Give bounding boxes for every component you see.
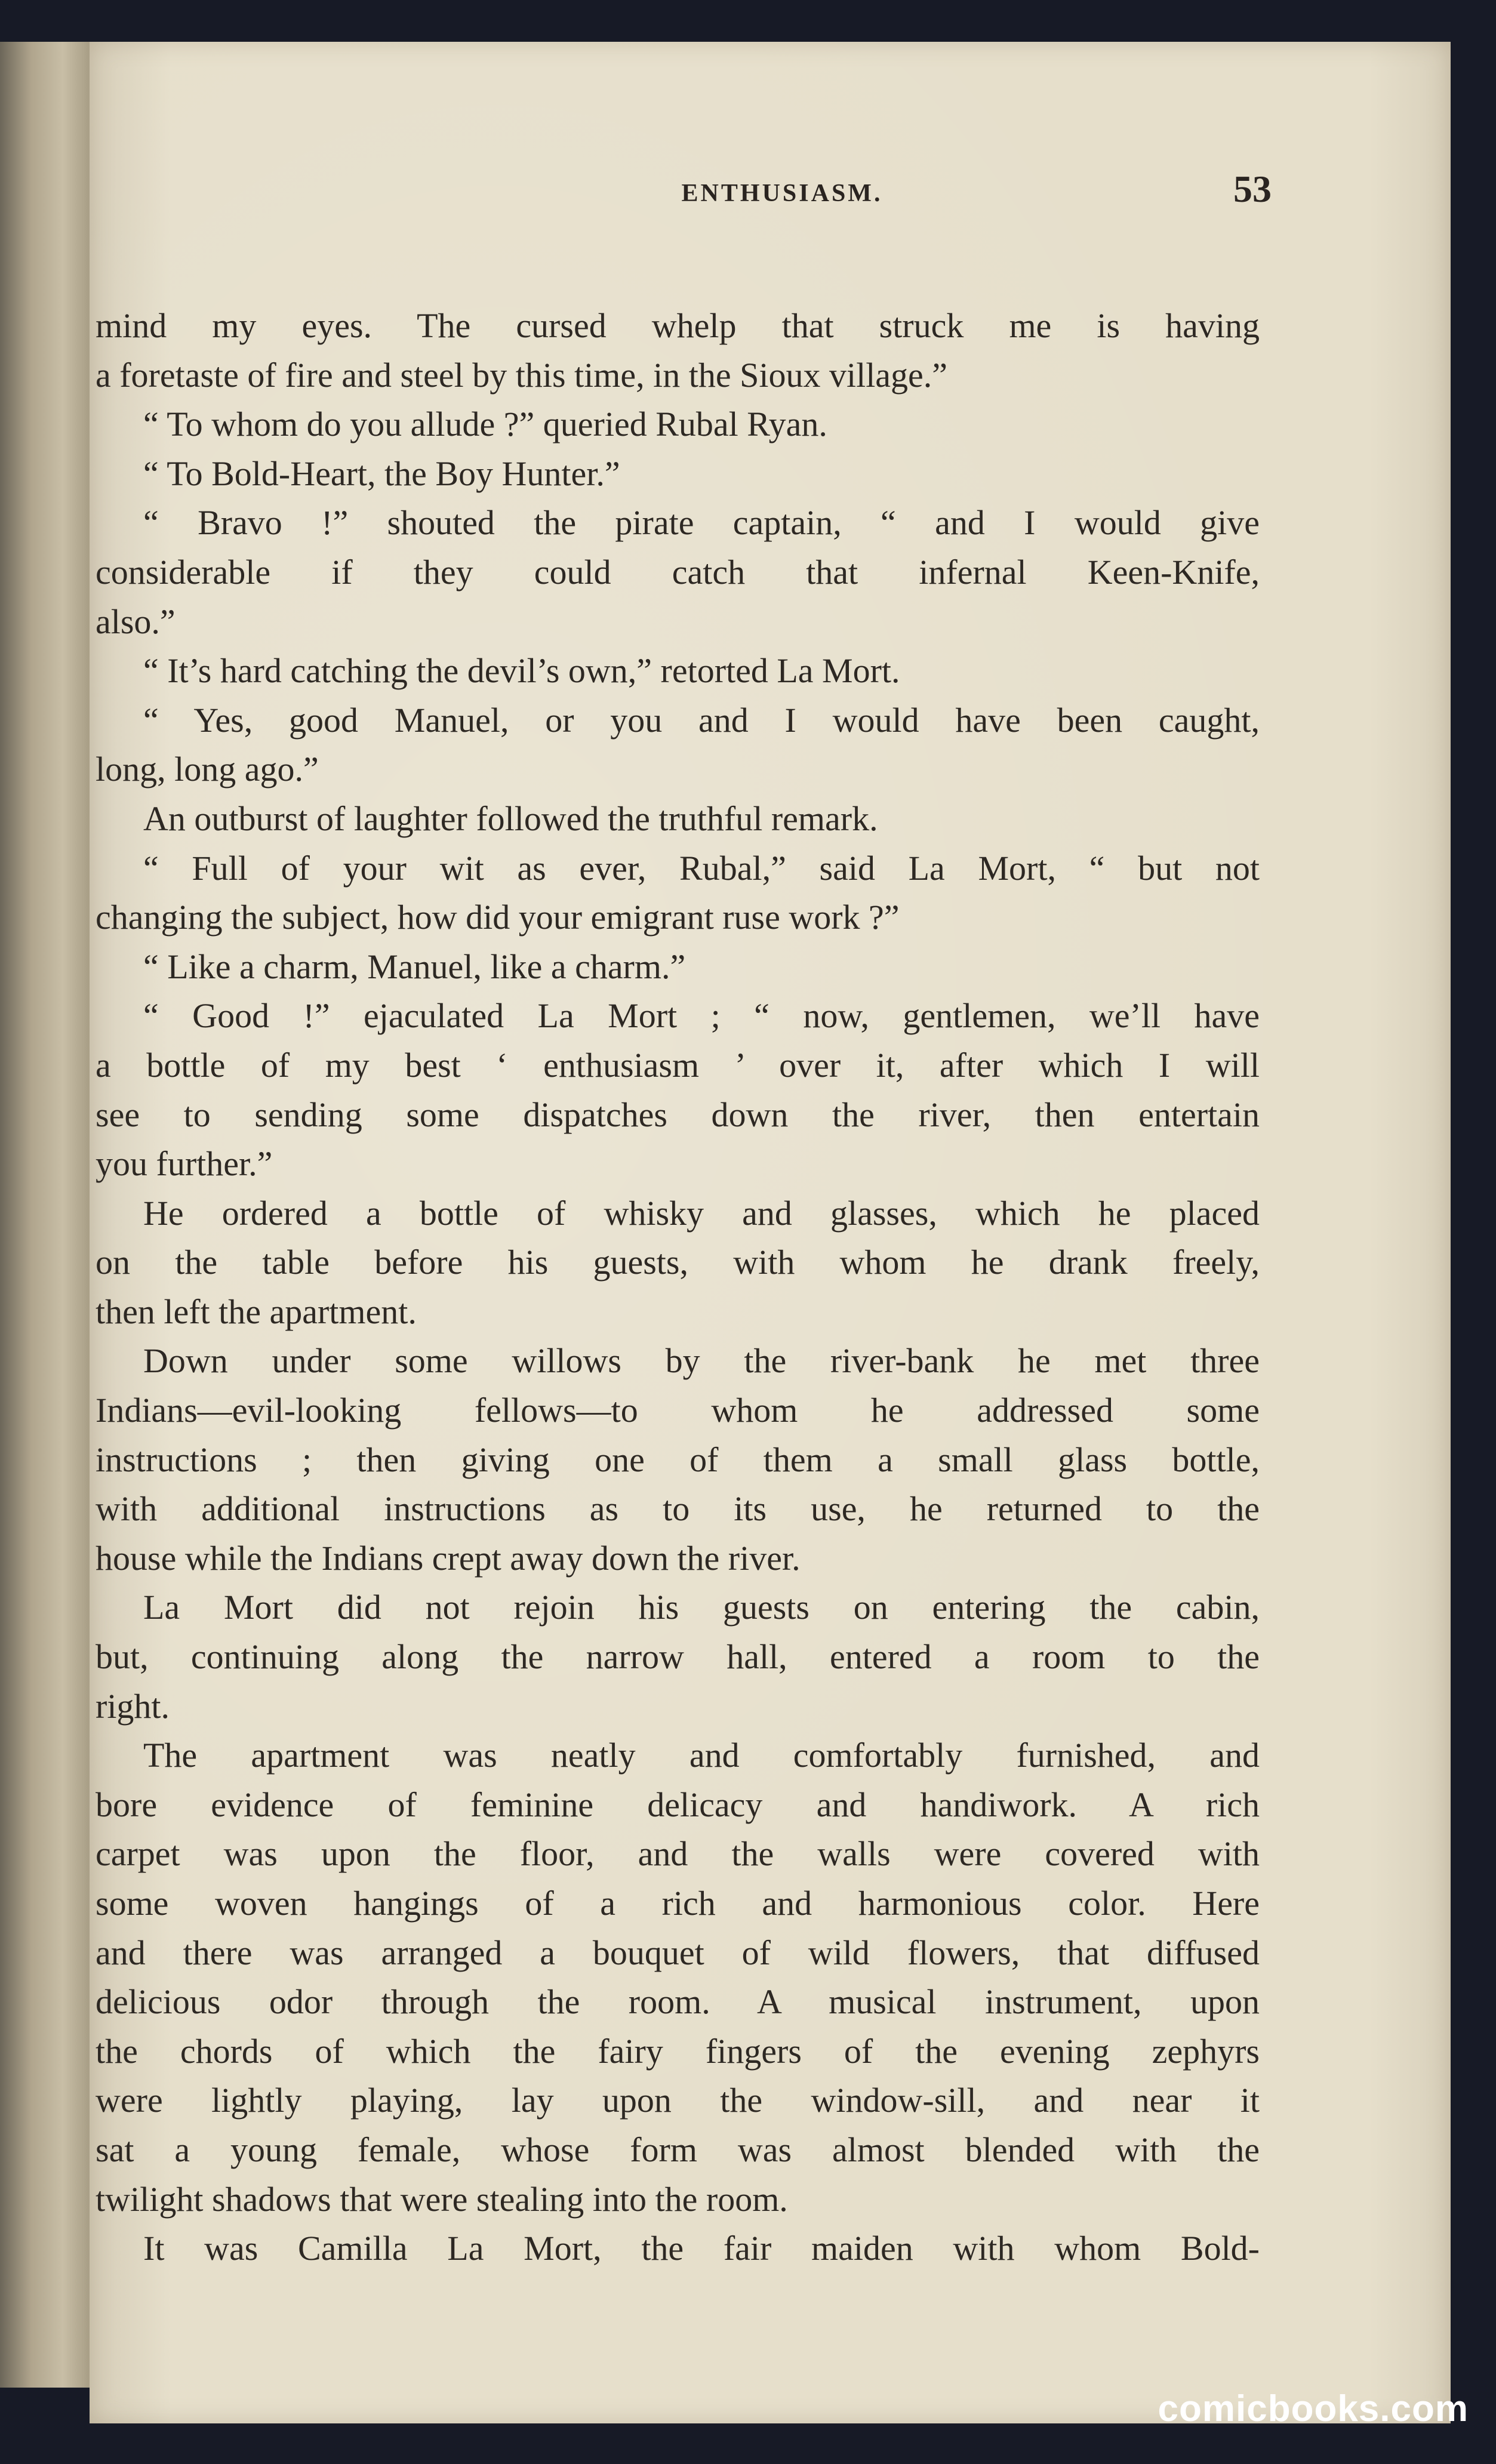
text-line: delicious odor through the room. A musical instrument, upon bbox=[96, 1982, 1260, 2022]
page-number: 53 bbox=[1233, 168, 1272, 210]
text-line: It was Camilla La Mort, the fair maiden with whom Bold- bbox=[143, 2229, 1260, 2268]
text-line: but, continuing along the narrow hall, entered a room to the bbox=[96, 1637, 1260, 1677]
text-line: Down under some willows by the river-bank he met three bbox=[143, 1341, 1260, 1381]
text-line: La Mort did not rejoin his guests on entering the cabin, bbox=[143, 1588, 1260, 1627]
running-head: ENTHUSIASM. bbox=[681, 180, 883, 207]
text-line: “ Bravo !” shouted the pirate captain, “ and I would give bbox=[143, 503, 1260, 543]
book-page-edge bbox=[0, 42, 90, 2388]
text-line: and there was arranged a bouquet of wild flowers, that diffused bbox=[96, 1933, 1260, 1972]
text-line: “ Yes, good Manuel, or you and I would have been caught, bbox=[143, 700, 1260, 740]
text-line: bore evidence of feminine delicacy and handiwork. A rich bbox=[96, 1785, 1260, 1824]
text-line: with additional instructions as to its use, he returned to the bbox=[96, 1489, 1260, 1529]
text-line: He ordered a bottle of whisky and glasses, which he placed bbox=[143, 1193, 1260, 1233]
text-line: long, long ago.” bbox=[96, 750, 319, 789]
text-line: changing the subject, how did your emigrant ruse work ?” bbox=[96, 898, 900, 937]
text-line: “ To Bold-Heart, the Boy Hunter.” bbox=[143, 454, 620, 493]
site-watermark: comicbooks.com bbox=[1158, 2388, 1469, 2429]
text-line: carpet was upon the floor, and the walls were covered with bbox=[96, 1834, 1260, 1874]
text-line: An outburst of laughter followed the truthful remark. bbox=[143, 799, 878, 838]
text-line: The apartment was neatly and comfortably furnished, and bbox=[143, 1736, 1260, 1775]
text-line: then left the apartment. bbox=[96, 1292, 417, 1331]
body-text bbox=[96, 301, 1260, 2274]
text-line: Indians—evil-looking fellows—to whom he addressed some bbox=[96, 1391, 1260, 1430]
text-line: a foretaste of fire and steel by this time, in the Sioux village.” bbox=[96, 355, 948, 395]
text-line: on the table before his guests, with whom he drank freely, bbox=[96, 1243, 1260, 1282]
text-line: “ To whom do you allude ?” queried Rubal Ryan. bbox=[143, 405, 827, 444]
text-line: also.” bbox=[96, 602, 176, 641]
text-line: sat a young female, whose form was almost blended with the bbox=[96, 2130, 1260, 2169]
text-line: “ Like a charm, Manuel, like a charm.” bbox=[143, 947, 686, 986]
text-line: a bottle of my best ‘ enthusiasm ’ over it, after which I will bbox=[96, 1045, 1260, 1085]
text-line: right. bbox=[96, 1686, 170, 1726]
text-line: were lightly playing, lay upon the window-sill, and near it bbox=[96, 2081, 1260, 2120]
text-line: considerable if they could catch that infernal Keen-Knife, bbox=[96, 552, 1260, 592]
text-line: mind my eyes. The cursed whelp that struck me is having bbox=[96, 306, 1260, 345]
text-line: “ It’s hard catching the devil’s own,” retorted La Mort. bbox=[143, 651, 900, 691]
text-line: some woven hangings of a rich and harmonious color. Here bbox=[96, 1884, 1260, 1923]
text-line: instructions ; then giving one of them a small glass bottle, bbox=[96, 1440, 1260, 1479]
text-line: twilight shadows that were stealing into the room. bbox=[96, 2179, 788, 2219]
text-line: “ Full of your wit as ever, Rubal,” said La Mort, “ but not bbox=[143, 848, 1260, 888]
text-line: you further.” bbox=[96, 1144, 273, 1184]
text-line: the chords of which the fairy fingers of the evening zephyrs bbox=[96, 2031, 1260, 2071]
text-line: see to sending some dispatches down the river, then entertain bbox=[96, 1095, 1260, 1134]
text-line: house while the Indians crept away down the river. bbox=[96, 1538, 801, 1578]
text-line: “ Good !” ejaculated La Mort ; “ now, gentlemen, we’ll have bbox=[143, 996, 1260, 1036]
